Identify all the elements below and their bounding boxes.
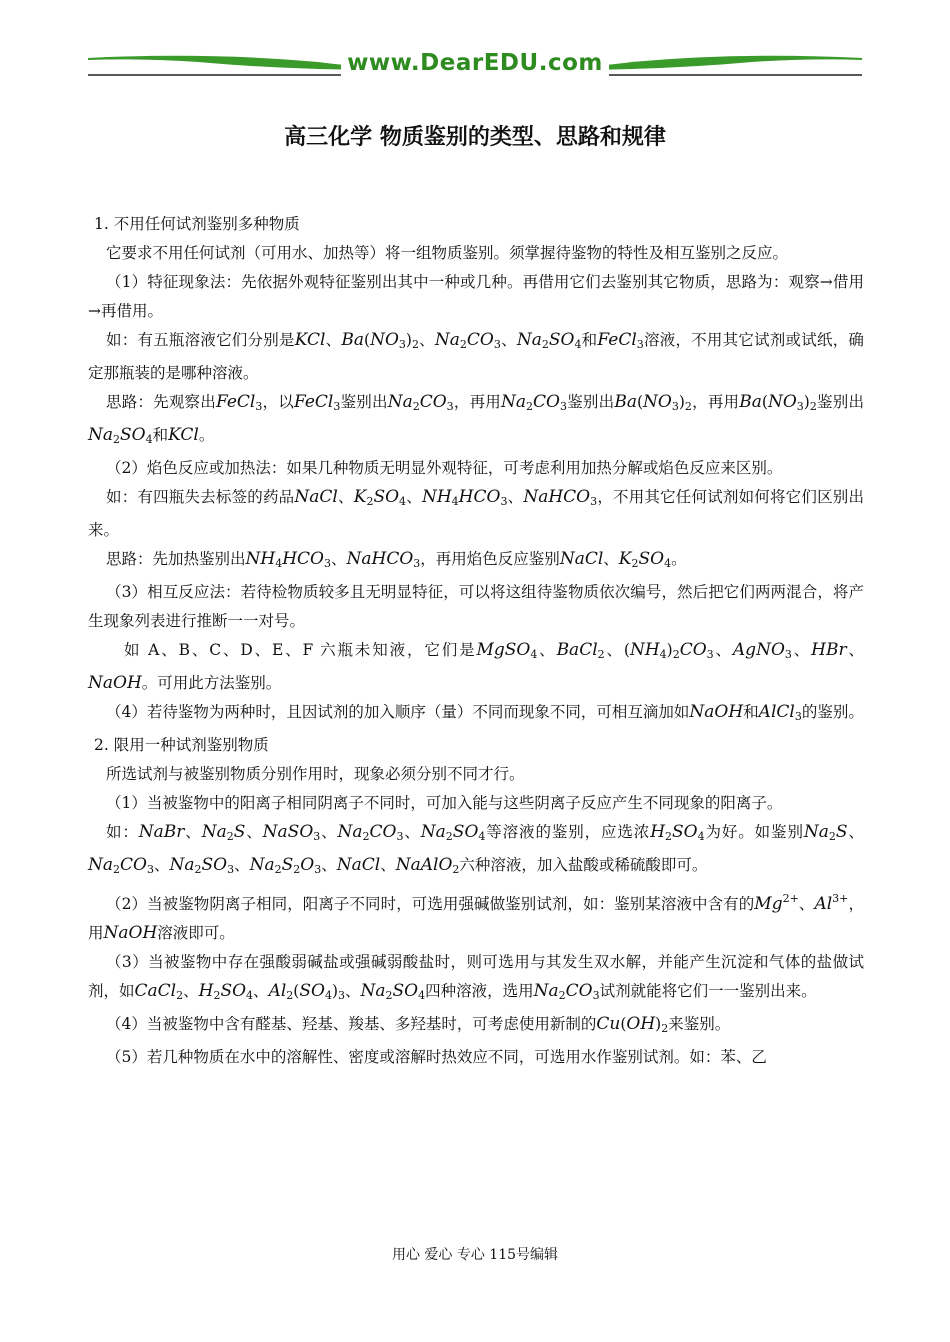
page-header [88, 48, 862, 80]
method-2-idea: 思路：先加热鉴别出$NH_4HCO_3$、NaHCO$_3$，再用焰色反应鉴别NaCl、$K_2SO_4$。 [106, 549, 687, 570]
method-2-text: （2）焰色反应或加热法：如果几种物质无明显外观特征，可考虑利用加热分解或焰色反应来区别。 [106, 459, 783, 477]
page-title: 高三化学 物质鉴别的类型、思路和规律 [284, 125, 666, 150]
section-2-heading: 2. 限用一种试剂鉴别物质 [94, 736, 269, 754]
type-5-text: （5）若几种物质在水中的溶解性、密度或溶解时热效应不同，可选用水作鉴别试剂。如：苯、乙 [106, 1048, 767, 1066]
type-1-text: （1）当被鉴物中的阳离子相同阴离子不同时，可加入能与这些阴离子反应产生不同现象的阳离子。 [106, 794, 783, 812]
method-1-idea: 思路：先观察出FeCl$_3$，以FeCl$_3$鉴别出$Na_2CO_3$，再用$Na_2CO_3$鉴别出$Ba(NO_3)_2$，再用$Ba(NO_3)_2$鉴别出$Na_2SO_4$和KCl。 [88, 392, 864, 446]
method-1-text: （1）特征现象法：先依据外观特征鉴别出其中一种或几种。再借用它们去鉴别其它物质，思路为：观察→借用→再借用。 [88, 273, 864, 320]
type-2-text: （2）当被鉴物阴离子相同，阳离子不同时，可选用强碱做鉴别试剂，如：鉴别某溶液中含有的$Mg^{2+}$、$Al^{3+}$，用NaOH溶液即可。 [88, 892, 864, 943]
site-logo: www.DearEDU.com [88, 48, 862, 78]
method-4-text: （4）若待鉴物为两种时，且因试剂的加入顺序（量）不同而现象不同，可相互滴加如NaOH和AlCl$_3$的鉴别。 [106, 702, 864, 723]
section-1-heading: 1. 不用任何试剂鉴别多种物质 [94, 215, 300, 233]
method-1-example: 如：有五瓶溶液它们分别是KCl、$Ba(NO_3)_2$、$Na_2CO_3$、$Na_2SO_4$和FeCl$_3$溶液，不用其它试剂或试纸，确定那瓶装的是哪种溶液。 [88, 330, 864, 382]
type-3-text: （3）当被鉴物中存在强酸弱碱盐或强碱弱酸盐时，则可选用与其发生双水解，并能产生沉淀和气体的盐做试剂，如CaCl$_2$、$H_2SO_4$、$Al_2(SO_4)_3$、$Na_2SO_4$四种溶液，选用$Na_2CO_3$试剂就能将它们一一鉴别出来。 [88, 953, 864, 1002]
method-3-example: 如 A、B、C、D、E、F 六瓶未知液，它们是MgSO$_4$、BaCl$_2$、$(NH_4)_2CO_3$、AgNO$_3$、HBr、NaOH。可用此方法鉴别。 [88, 640, 864, 693]
type-1-example: 如：NaBr、$Na_2S$、NaSO$_3$、$Na_2CO_3$、$Na_2SO_4$等溶液的鉴别，应选浓$H_2SO_4$为好。如鉴别$Na_2S$、$Na_2CO_3$、$Na_2SO_3$、$Na_2S_2O_3$、NaCl、NaAlO$_2$六种溶液，加入盐酸或稀硫酸即可。 [88, 822, 864, 876]
section-2-intro: 所选试剂与被鉴别物质分别作用时，现象必须分别不同才行。 [106, 765, 525, 783]
type-4-text: （4）当被鉴物中含有醛基、羟基、羧基、多羟基时，可考虑使用新制的$Cu(OH)_2$来鉴别。 [106, 1014, 731, 1035]
section-1-intro: 它要求不用任何试剂（可用水、加热等）将一组物质鉴别。须掌握待鉴物的特性及相互鉴别之反应。 [106, 244, 789, 262]
page-footer: 用心 爱心 专心 115号编辑 [391, 1247, 559, 1263]
article-body [88, 210, 864, 1072]
method-2-example: 如：有四瓶失去标签的药品NaCl、$K_2SO_4$、$NH_4HCO_3$、NaHCO$_3$，不用其它任何试剂如何将它们区别出来。 [88, 487, 864, 539]
method-3-text: （3）相互反应法：若待检物质较多且无明显特征，可以将这组待鉴物质依次编号，然后把它们两两混合，将产生现象列表进行推断一一对号。 [88, 583, 864, 630]
